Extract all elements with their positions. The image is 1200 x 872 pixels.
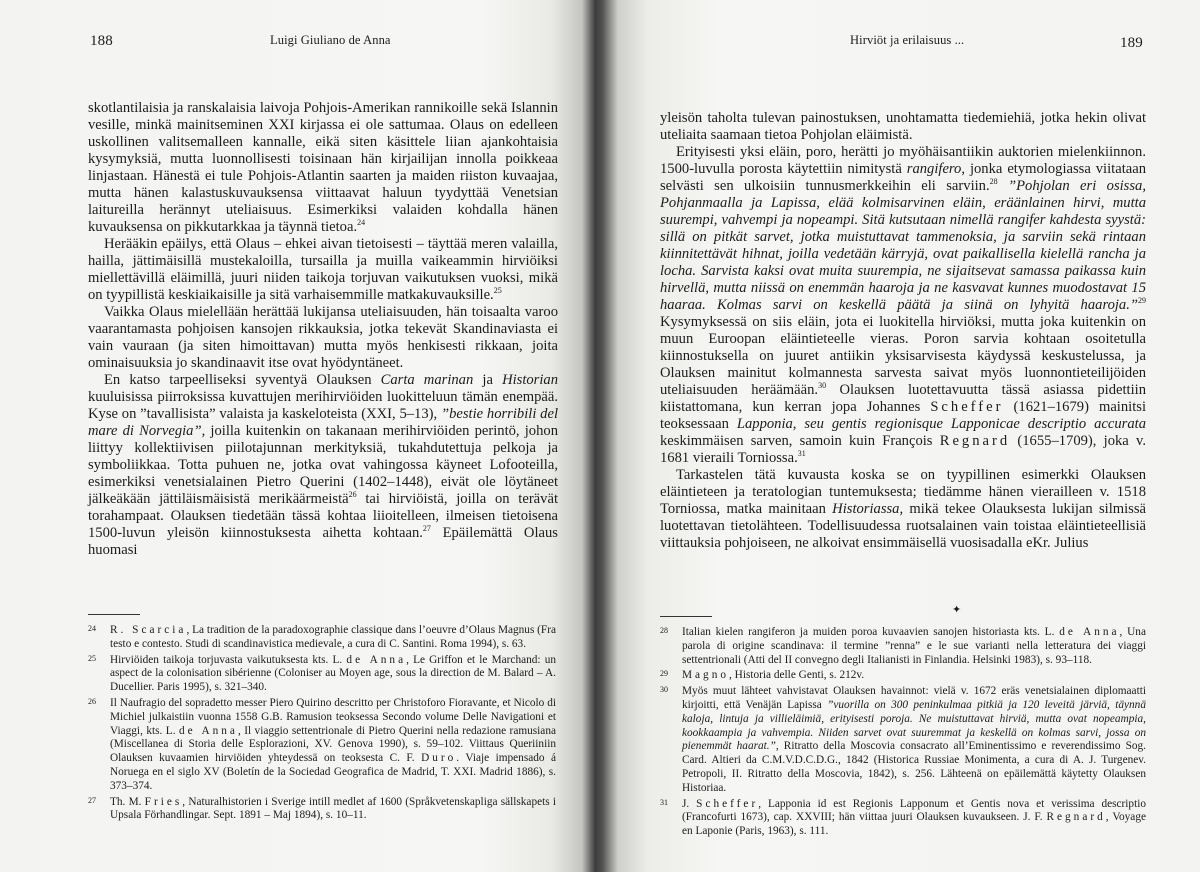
- paragraph: yleisön taholta tulevan painostuksen, unohtamatta tiedemiehiä, jotka hekin olivat uteliaita saamaan tietoa Pohjolan eläimistä.: [660, 110, 1146, 143]
- footnote: 25 Hirviöiden taikoja torjuvasta vaikutuksesta kts. L. de Anna, Le Griffon et le Marchand: un aspect de la colonisation sibérienne (Coloniser au Moyen age, sous la direction de M. Balard – A. Ducellier. Paris 1995), s. 321–340.: [88, 653, 556, 694]
- left-running-head: Luigi Giuliano de Anna: [270, 33, 391, 47]
- footnote: 29 Magno, Historia delle Genti, s. 212v.: [660, 669, 865, 682]
- footnote-number: 29: [660, 669, 668, 679]
- footnote-number: 25: [88, 653, 96, 663]
- left-footnotes: [88, 624, 556, 825]
- paragraph: Erityisesti yksi eläin, poro, herätti jo myöhäisantiikin auktorien mielenkiinnon. 1500-luvulla porosta käytettiin nimitystä rangifero, jonka etymologiassa viitataan selvästi sen ulkoisiin tunnusmerkkeihin eli sarviin.$^{28}$ ”Pohjolan eri osissa, Pohjanmaalla ja Lapissa, elää kolmisarvinen eläin, eräänlainen hirvi, mutta suurempi, vahvempi ja nopeampi. Sitä kutsutaan nimellä rangifer kahdesta syystä: sillä on pitkät sarvet, jotka muistuttavat tammenoksia, ja sarviin sekä rintaan kiinnitettävät hihnat, joilla vedetään kärryjä, ovat paikallisella kielellä rancha ja locha. Sarvista kaksi ovat muita suurempia, ne sijaitsevat samassa paikassa kuin hirvellä, mutta niissä on enemmän haaroja ja ne kasvavat kunnes muodostavat 15 haaraa. Kolmas sarvi on keskellä päätä ja siinä on lyhyitä haaroja.”$^{29}$ Kysymyksessä on siis eläin, jota ei luokitella hirviöksi, mutta joka kuitenkin on muun Euroopan eläintieteelle vieras. Poron sarvia kohtaan osoitetulla kiinnostuksella on juuret antiikin yksisarvisesta käydyssä keskustelussa, ja Olauksen mainitut kolmannesta sarvesta saivat myös luonnontieteilijöiden uteliaisuuden heräämään.$^{30}$ Olauksen luotettavuutta tässä asiassa pidettiin kiistattomana, kun kerran jopa Johannes Scheffer (1621–1679) mainitsi teoksessaan Lapponia, seu gentis regionisque Lapponicae descriptio accurata keskimmäisen sarven, samoin kuin François Regnard (1655–1709), joka v. 1681 vieraili Torniossa.$^{31}$: [660, 144, 1147, 466]
- paragraph: Herääkin epäilys, että Olaus – ehkei aivan tietoisesti – täyttää meren valailla, hailla, jättimäisillä mustekaloilla, tursailla ja muilla vaikeammin hirviöiksi miellettävillä eläimillä, juuri niiden taikoja torjuvan vaikutuksen vuoksi, mikä on tyypillistä keskiaikaisille ja sitä varhaisemmille matkakuvauksille.$^{25}$: [88, 236, 558, 303]
- right-page-number: 189: [1120, 35, 1143, 51]
- right-footnotes: [660, 626, 1146, 841]
- footnote-number: 28: [660, 626, 668, 635]
- footnote: 28 Italian kielen rangiferon ja muiden poroa kuvaavien sanojen historiasta kts. L. de Anna, Una parola di origine scandinava: il termine ”renna” e le sue varianti nella letteratura dei viaggi settentrionali (Atti del II convegno degli Italianisti in Finlandia. Helsinki 1983), s. 93–118.: [660, 626, 1146, 666]
- footnote-number: 24: [88, 624, 96, 633]
- footnote: 27 Th. M. Fries, Naturalhistorien i Sverige intill medlet af 1600 (Språkvetenskapliga sällskapets i Upsala Förhandlingar. Sept. 1891 – Maj 1894), s. 10–11.: [88, 795, 556, 822]
- left-page: [0, 0, 590, 872]
- footnote: 31 J. Scheffer, Lapponia id est Regionis Lapponum et Gentis nova et verissima descriptio (Francofurti 1673), cap. XXVIII; hän viittaa juuri Olauksen kuvaukseen. J. F. Regnard, Voyage en Laponie (Paris, 1963), s. 111.: [660, 797, 1146, 838]
- footnote-number: 27: [88, 795, 96, 805]
- paragraph: En katso tarpeelliseksi syventyä Olauksen Carta marinan ja Historian kuuluisissa piirroksissa kuvattujen merihirviöiden luokitteluun tämän enempää. Kyse on ”tavallisista” valaista ja kaskeloteista (XXI, 5–13), ”bestie horribili del mare di Norvegia”, joilla kuitenkin on takanaan merihirviöiden perintö, johon liittyy kollektiivisen piilotajunnan merkityksiä, tukahdutettuja pelkoja ja symboliikkaa. Totta puhuen ne, jotka ovat vahingossa käyneet Lofooteilla, esimerkiksi venetsialainen Pietro Querini (1402–1448), eivät ole löytäneet jälkeäkään jättiläismäisistä merikäärmeistä$^{26}$ tai hirviöistä, joilla on terävät torahampaat. Olauksen tiedetään tässä kohtaa liioitelleen, ilmeisen tietoisena 1500-luvun yleisön kiinnostuksesta aihetta kohtaan.$^{27}$ Epäilemättä Olaus huomasi: [88, 372, 559, 558]
- footnote: 26 Il Naufragio del sopradetto messer Piero Quirino descritto per Christoforo Fioravante, et Nicolo di Michiel julkaistiin vuonna 1558 G.B. Ramusion teoksessa Secondo volume Delle Navigationi et Viaggi, kts. L. de Anna, Il viaggio settentrionale di Pietro Querini nella redazione ramusiana (Miscellanea di Storia delle Esplorazioni, XV. Genova 1990), s. 59–102. Viittaus Queriiniin Olauksen kuvaamien hirviöiden yhteydessä on teoksesta C. F. Duro. Viaje impensado á Noruega en el siglo XV (Boletín de la Sociedad Geografica de Madrid, T. XXI. Madrid 1886), s. 373–374.: [88, 696, 556, 792]
- left-footnote-rule: [88, 614, 140, 615]
- footnote-number: 31: [660, 797, 668, 807]
- left-page-number: 188: [90, 33, 113, 49]
- footnote: 30 Myös muut lähteet vahvistavat Olauksen havainnot: vielä v. 1672 eräs venetsialainen diplomaatti kirjoitti, että Venäjän Lapissa ”vuorilla on 300 peninkulmaa pitkiä ja 120 leveitä järviä, täynnä kaloja, lintuja ja villieläimiä, erityisesti poroja. Ne muistuttavat hirviä, mutta ovat nopeampia, kookkaampia ja vahvempia. Niiden sarvet ovat suuremmat ja keskellä on kolmas sarvi, jossa on pienemmät haarat.”, Ritratto della Moscovia consacrato all’Eminentissimo e reverendissimo Sog. Card. Altieri da C.M.V.D.C.D.G., 1842 (Historica Russiae Monimenta, a cura di A. J. Turgenev. Petropoli, II. Ritratto della Moscovia, 1842), s. 256. Lähteenä on epäilemättä käytetty Olauksen Historiaa.: [660, 685, 1146, 794]
- paragraph: Vaikka Olaus mielellään herättää lukijansa uteliaisuuden, hän toisaalta varoo vaarantamasta pohjoisen kansojen rikkauksia, jotka tekevät Skandinaviasta ei vain vauraan (ja siten himoittavan) mutta myös henkisesti rikkaan, joita ominaisuuksia jo skandinaavit itse ovat hyödyntäneet.: [88, 304, 558, 371]
- right-body-text: [660, 110, 1146, 552]
- right-running-head: Hirviöt ja erilaisuus ...: [850, 33, 965, 47]
- footnote-number: 30: [660, 685, 668, 695]
- right-page: [612, 0, 1200, 872]
- printer-mark-icon: ✦: [952, 604, 962, 616]
- footnote: 24 R. Scarcia, La tradition de la paradoxographie classique dans l’oeuvre d’Olaus Magnus (Fra testo e contesto. Studi di scandinavistica medievale, a cura di C. Santini. Roma 1994), s. 63.: [88, 624, 556, 650]
- right-footnote-rule: [660, 616, 712, 617]
- paragraph: Tarkastelen tätä kuvausta koska se on tyypillinen esimerkki Olauksen eläintieteen ja teratologian tuntemuksesta; tiedämme hänen vierailleen v. 1518 Torniossa, matka mainitaan Historiassa, mikä tekee Olauksesta lukijan silmissä luotettavan tietolähteen. Todellisuudessa ruotsalainen vain toistaa eläintieteellisiä viittauksia pohjoiseen, ne alkoivat ensimmäisellä vuosisadalla eKr. Julius: [660, 467, 1146, 551]
- paragraph: skotlantilaisia ja ranskalaisia laivoja Pohjois-Amerikan rannikoille sekä Islannin vesille, minkä mainitseminen XXI kirjassa ei ole sattumaa. Olaus on edelleen uskollinen valitsemalleen kannalle, eikä siten käsittele liian ajankohtaisia kysymyksiä, mutta luonnollisesti toisinaan hän kirjailijan innolla poikkeaa linjastaan. Hänestä ei tule Pohjois-Atlantin saarten ja maiden riiston kuvaajaa, mutta hänen kalastuskuvauksensa viittaavat haluun tyydyttää Venetsian laitureilla herännyt uteliaisuus. Esimerkiksi valaiden kohdalla hänen kuvauksensa on pikkutarkkaa ja täynnä tietoa.$^{24}$: [88, 100, 558, 235]
- footnote-number: 26: [88, 696, 96, 706]
- left-body-text: [88, 100, 558, 559]
